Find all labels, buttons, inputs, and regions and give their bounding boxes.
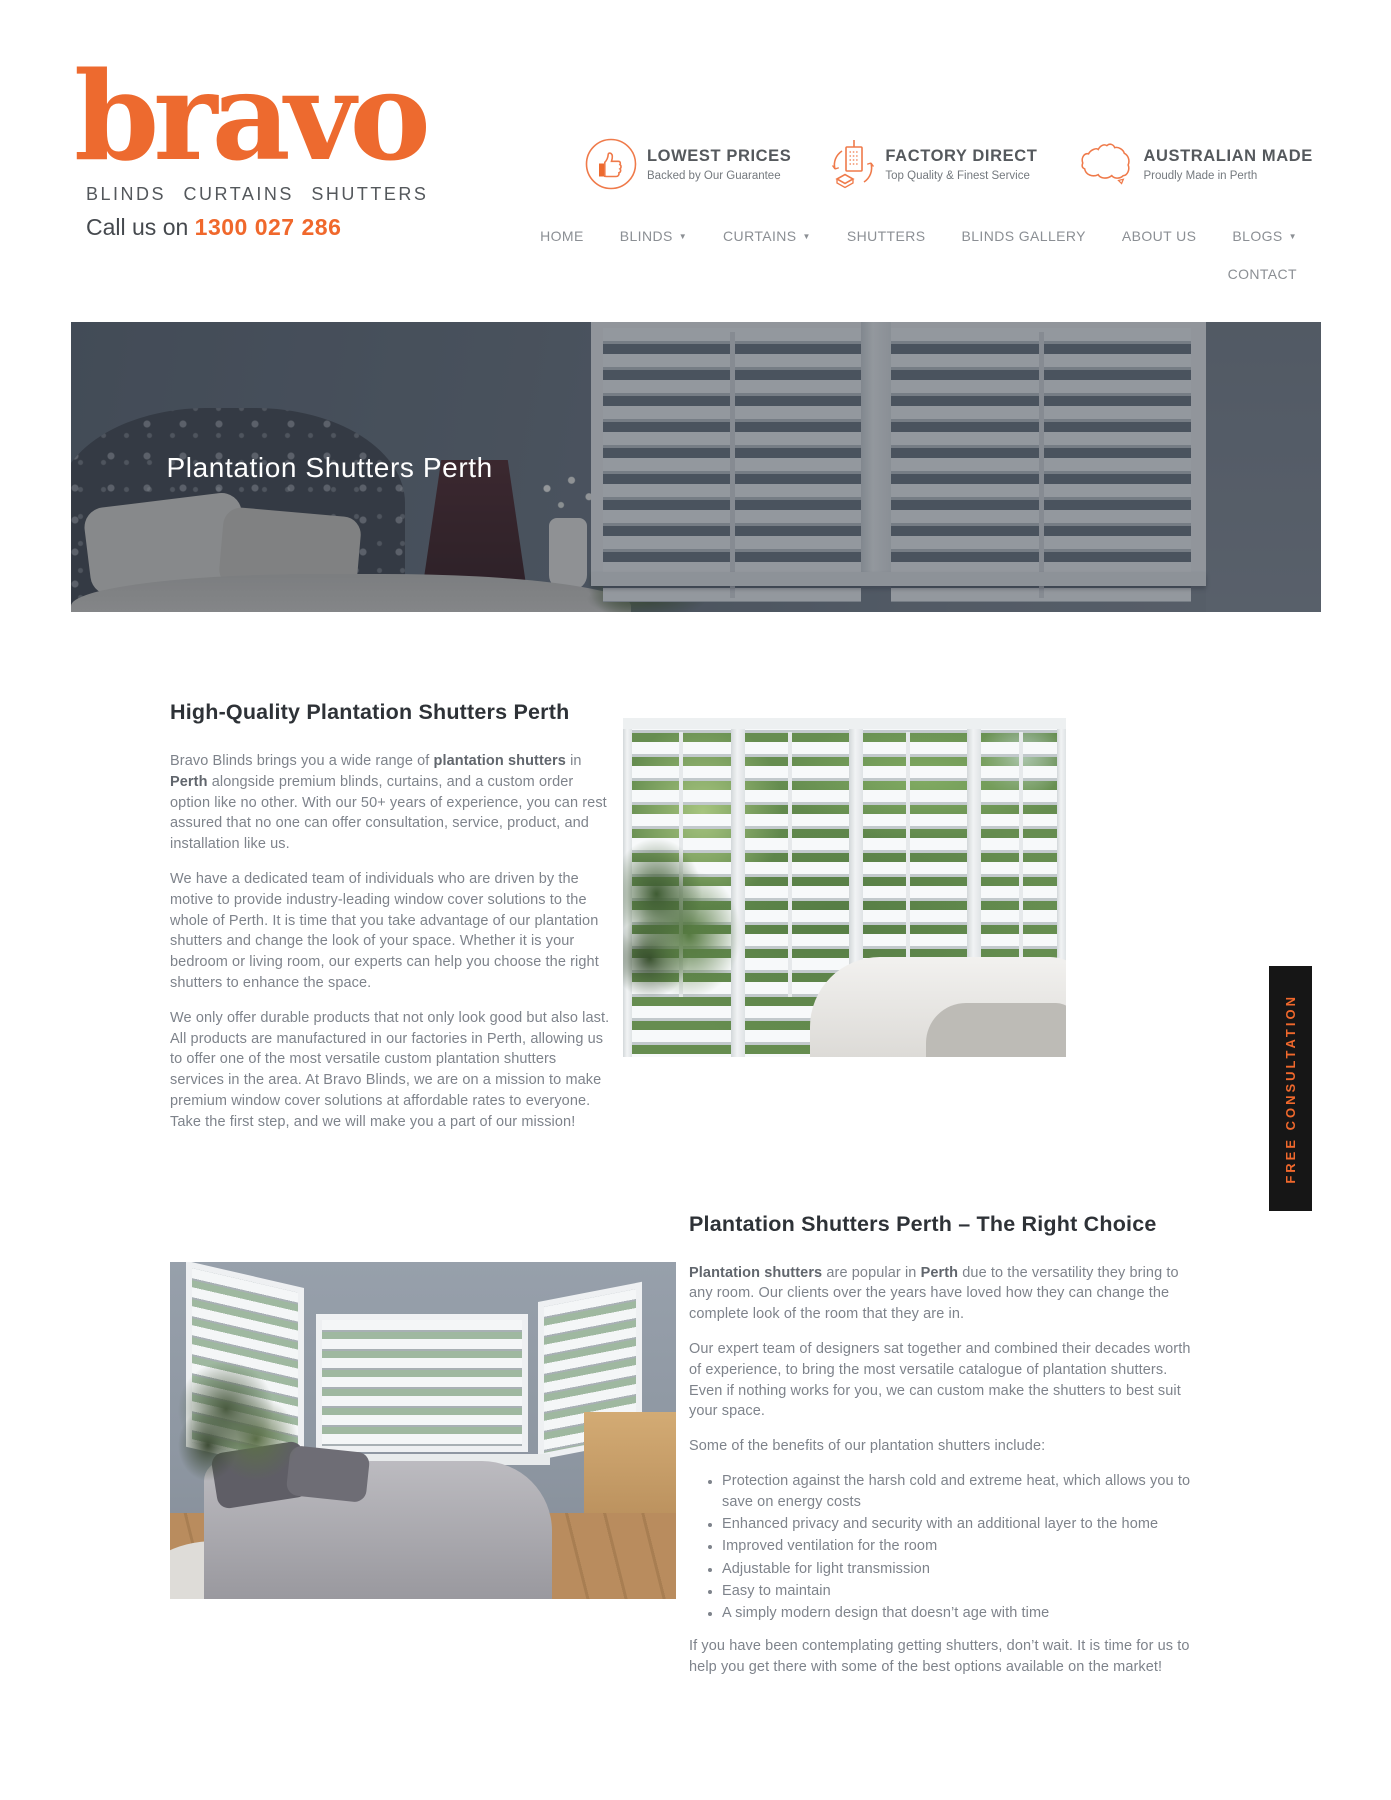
nav-item-about-us[interactable]: ABOUT US — [1121, 228, 1197, 244]
phone-number[interactable]: 1300 027 286 — [194, 214, 342, 240]
dresser-shape — [584, 1412, 676, 1528]
free-consultation-label: FREE CONSULTATION — [1283, 993, 1298, 1184]
nav-item-contact[interactable]: CONTACT — [1227, 266, 1297, 282]
nav-item-shutters[interactable]: SHUTTERS — [846, 228, 926, 244]
shutters-photo-1 — [623, 718, 1066, 1057]
badge-subtitle: Backed by Our Guarantee — [647, 169, 781, 182]
factory-direct-icon — [829, 138, 875, 190]
paragraph: Bravo Blinds brings you a wide range of plantation shutters in Perth alongside premium blinds, curtains, and a custom order option like no other. With our 50+ years of experience, you can rest assured that no one can offer consultation, service, product, and installation like us. — [170, 753, 607, 853]
hero-banner — [71, 322, 1321, 612]
logo[interactable] — [74, 44, 429, 241]
section-heading: High-Quality Plantation Shutters Perth — [170, 700, 570, 724]
list-item: • Adjustable for light transmission — [722, 1559, 1198, 1580]
list-item: • A simply modern design that doesn’t age with time — [722, 1603, 1198, 1624]
main-nav — [540, 228, 1297, 244]
brand-tagline: BLINDS CURTAINS SHUTTERS — [86, 184, 429, 204]
paragraph: We only offer durable products that not only look good but also last. All products are manufactured in our factories in Perth, allowing us to offer one of the most versatile custom plantation shutters services in the area. At Bravo Blinds, we are on a mission to make premium window cover solutions at affordable rates to everyone. Take the first step, and we will make you a part of our mission! — [170, 1009, 610, 1130]
badge-title: FACTORY DIRECT — [885, 146, 1038, 165]
main-content — [170, 700, 1218, 1678]
paragraph: Plantation shutters are popular in Perth due to the versatility they bring to any room. Our clients over the years have loved how they can change the complete look of the room that they are in. — [689, 1264, 1179, 1323]
chevron-down-icon: ▼ — [802, 232, 811, 241]
section-right-choice — [170, 1212, 1218, 1678]
section-high-quality — [170, 700, 1218, 1133]
chevron-down-icon: ▼ — [678, 232, 688, 241]
plant-shape — [178, 1361, 298, 1481]
nav-item-home[interactable]: HOME — [540, 228, 584, 244]
nav-item-blinds[interactable]: BLINDS ▼ — [619, 228, 688, 244]
brand-wordmark[interactable]: bravo — [74, 44, 425, 188]
nav-item-curtains[interactable]: CURTAINS ▼ — [723, 228, 811, 244]
nav-item-blinds-gallery[interactable]: BLINDS GALLERY — [961, 228, 1086, 244]
benefits-list — [689, 1471, 1198, 1624]
list-item: • Easy to maintain — [722, 1581, 1198, 1602]
list-item: • Enhanced privacy and security with an additional layer to the home — [722, 1514, 1198, 1535]
paragraph: Our expert team of designers sat together and combined their decades worth of experience, to bring the most versatile catalogue of plantation shutters. Even if nothing works for you, we can custom make the shutters to best suit your space. — [689, 1340, 1191, 1420]
call-prefix: Call us on — [86, 214, 195, 240]
call-us-line — [86, 214, 428, 241]
shutters-photo-2 — [170, 1262, 676, 1599]
pillow-shape — [286, 1445, 371, 1503]
badge-lowest-prices — [585, 138, 791, 190]
australia-map-icon — [1075, 140, 1133, 188]
section-heading: Plantation Shutters Perth – The Right Choice — [689, 1211, 1157, 1236]
chevron-down-icon: ▼ — [1288, 232, 1297, 241]
plant-shape — [623, 838, 741, 998]
paragraph: We have a dedicated team of individuals who are driven by the motive to provide industry-leading window cover solutions to the whole of Perth. It is time that you take advantage of our plantation shutters and change the look of your space. Whether it is your bedroom or living room, our experts can help you choose the right shutters to enhance the space. — [170, 870, 599, 991]
list-item: • Protection against the harsh cold and extreme heat, which allows you to save on energy costs — [722, 1471, 1198, 1513]
badge-subtitle: Proudly Made in Perth — [1143, 169, 1258, 182]
throw-shape — [926, 1003, 1066, 1057]
list-item: • Improved ventilation for the room — [722, 1536, 1198, 1557]
paragraph: If you have been contemplating getting shutters, don’t wait. It is time for us to help you get there with some of the best options available on the market! — [689, 1638, 1190, 1675]
header — [0, 0, 1391, 322]
nav-item-blogs[interactable]: BLOGS ▼ — [1232, 228, 1297, 244]
page-title: Plantation Shutters Perth — [166, 452, 493, 483]
badge-subtitle: Top Quality & Finest Service — [885, 169, 1030, 182]
trust-badges — [585, 138, 1313, 190]
free-consultation-tab[interactable] — [1269, 966, 1312, 1211]
badge-title: AUSTRALIAN MADE — [1143, 146, 1313, 165]
badge-factory-direct — [829, 138, 1037, 190]
badge-title: LOWEST PRICES — [647, 146, 792, 165]
thumbs-up-icon — [585, 138, 637, 190]
paragraph: Some of the benefits of our plantation shutters include: — [689, 1438, 1046, 1455]
badge-australian-made — [1075, 140, 1312, 188]
